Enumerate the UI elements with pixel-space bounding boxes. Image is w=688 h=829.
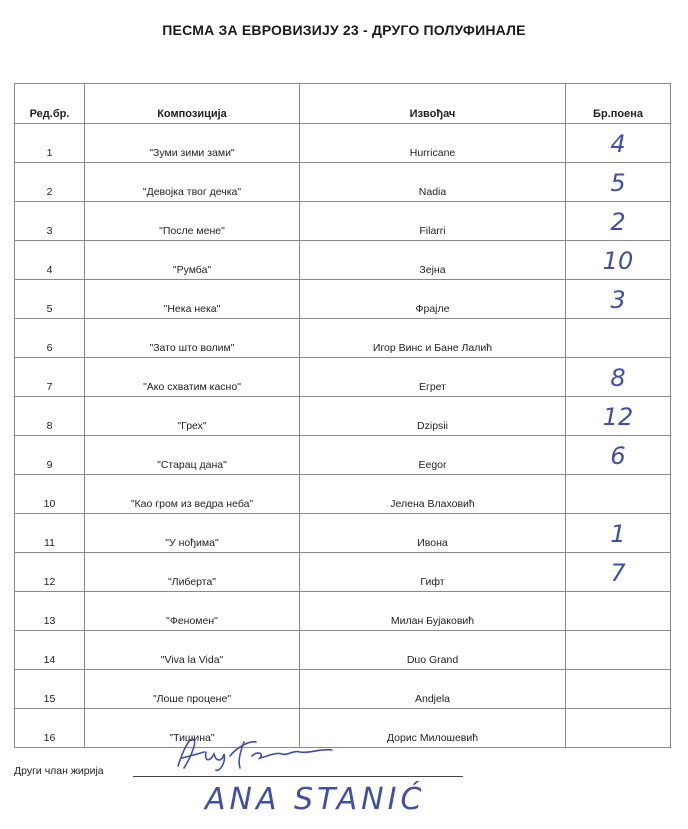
row-number-cell: 9 xyxy=(15,436,85,475)
row-number-cell: 7 xyxy=(15,358,85,397)
header-number: Ред.бр. xyxy=(15,84,85,124)
artist-cell: Игор Винс и Бане Лалић xyxy=(300,319,566,358)
song-cell: "Старац дана" xyxy=(85,436,300,475)
row-number-cell: 14 xyxy=(15,631,85,670)
artist-cell: Ивона xyxy=(300,514,566,553)
row-number-cell: 4 xyxy=(15,241,85,280)
song-cell: "Девојка твог дечка" xyxy=(85,163,300,202)
song-cell: "После мене" xyxy=(85,202,300,241)
votes-table xyxy=(14,83,671,748)
artist-cell: Nadia xyxy=(300,163,566,202)
handwritten-points: 10 xyxy=(602,247,634,275)
handwritten-points: 7 xyxy=(610,559,626,587)
row-number-cell: 8 xyxy=(15,397,85,436)
points-cell xyxy=(566,280,671,319)
artist-cell: Јелена Влаховић xyxy=(300,475,566,514)
artist-cell: Милан Бујаковић xyxy=(300,592,566,631)
points-cell xyxy=(566,319,671,358)
table-row xyxy=(15,553,671,592)
row-number-cell: 15 xyxy=(15,670,85,709)
artist-cell: Hurricane xyxy=(300,124,566,163)
artist-cell: Dzipsii xyxy=(300,397,566,436)
table-row xyxy=(15,514,671,553)
row-number-cell: 16 xyxy=(15,709,85,748)
song-cell: "Ако схватим касно" xyxy=(85,358,300,397)
song-cell: "У нођима" xyxy=(85,514,300,553)
header-artist: Извођач xyxy=(300,84,566,124)
song-cell: "Лоше процене" xyxy=(85,670,300,709)
handwritten-printed-name: ANA STANIĆ xyxy=(205,782,426,817)
row-number-cell: 1 xyxy=(15,124,85,163)
table-row xyxy=(15,397,671,436)
document-title: ПЕСМА ЗА ЕВРОВИЗИЈУ 23 - ДРУГО ПОЛУФИНАЛЕ xyxy=(162,22,526,38)
points-cell xyxy=(566,436,671,475)
signature-label: Други члан жирија xyxy=(14,765,104,777)
handwritten-points: 1 xyxy=(610,520,626,548)
table-row xyxy=(15,358,671,397)
row-number-cell: 2 xyxy=(15,163,85,202)
points-cell xyxy=(566,397,671,436)
row-number-cell: 3 xyxy=(15,202,85,241)
points-cell xyxy=(566,241,671,280)
handwritten-signature xyxy=(160,728,360,778)
table-row xyxy=(15,631,671,670)
song-cell: "Румба" xyxy=(85,241,300,280)
artist-cell: Зејна xyxy=(300,241,566,280)
handwritten-points: 8 xyxy=(610,364,626,392)
artist-cell: Eegor xyxy=(300,436,566,475)
handwritten-points: 5 xyxy=(610,169,626,197)
row-number-cell: 13 xyxy=(15,592,85,631)
table-row xyxy=(15,319,671,358)
row-number-cell: 11 xyxy=(15,514,85,553)
points-cell xyxy=(566,553,671,592)
table-header-row xyxy=(15,84,671,124)
points-cell xyxy=(566,163,671,202)
artist-cell: Гифт xyxy=(300,553,566,592)
table-row xyxy=(15,202,671,241)
row-number-cell: 6 xyxy=(15,319,85,358)
artist-cell: Filarri xyxy=(300,202,566,241)
table-row xyxy=(15,670,671,709)
table-row xyxy=(15,241,671,280)
artist-cell: Duo Grand xyxy=(300,631,566,670)
table-row xyxy=(15,436,671,475)
song-cell: "Viva la Vida" xyxy=(85,631,300,670)
artist-cell: Егрет xyxy=(300,358,566,397)
artist-cell: Фрајле xyxy=(300,280,566,319)
points-cell xyxy=(566,709,671,748)
points-cell xyxy=(566,124,671,163)
table-row xyxy=(15,163,671,202)
points-cell xyxy=(566,475,671,514)
table-row xyxy=(15,124,671,163)
song-cell: "Феномен" xyxy=(85,592,300,631)
table-row xyxy=(15,280,671,319)
table-row xyxy=(15,475,671,514)
song-cell: "Тишина" xyxy=(85,709,300,748)
points-cell xyxy=(566,358,671,397)
points-cell xyxy=(566,514,671,553)
song-cell: "Нека нека" xyxy=(85,280,300,319)
header-song: Композиција xyxy=(85,84,300,124)
song-cell: "Грех" xyxy=(85,397,300,436)
song-cell: "Као гром из ведра неба" xyxy=(85,475,300,514)
handwritten-points: 2 xyxy=(610,208,626,236)
artist-cell: Дорис Милошевић xyxy=(300,709,566,748)
header-points: Бр.поена xyxy=(566,84,671,124)
points-cell xyxy=(566,631,671,670)
song-cell: "Зуми зими зами" xyxy=(85,124,300,163)
artist-cell: Andjela xyxy=(300,670,566,709)
handwritten-points: 6 xyxy=(610,442,626,470)
song-cell: "Зато што волим" xyxy=(85,319,300,358)
handwritten-points: 12 xyxy=(602,403,634,431)
handwritten-points: 3 xyxy=(610,286,626,314)
row-number-cell: 10 xyxy=(15,475,85,514)
table-row xyxy=(15,592,671,631)
row-number-cell: 5 xyxy=(15,280,85,319)
song-cell: "Либерта" xyxy=(85,553,300,592)
handwritten-points: 4 xyxy=(610,130,626,158)
points-cell xyxy=(566,202,671,241)
points-cell xyxy=(566,670,671,709)
row-number-cell: 12 xyxy=(15,553,85,592)
points-cell xyxy=(566,592,671,631)
